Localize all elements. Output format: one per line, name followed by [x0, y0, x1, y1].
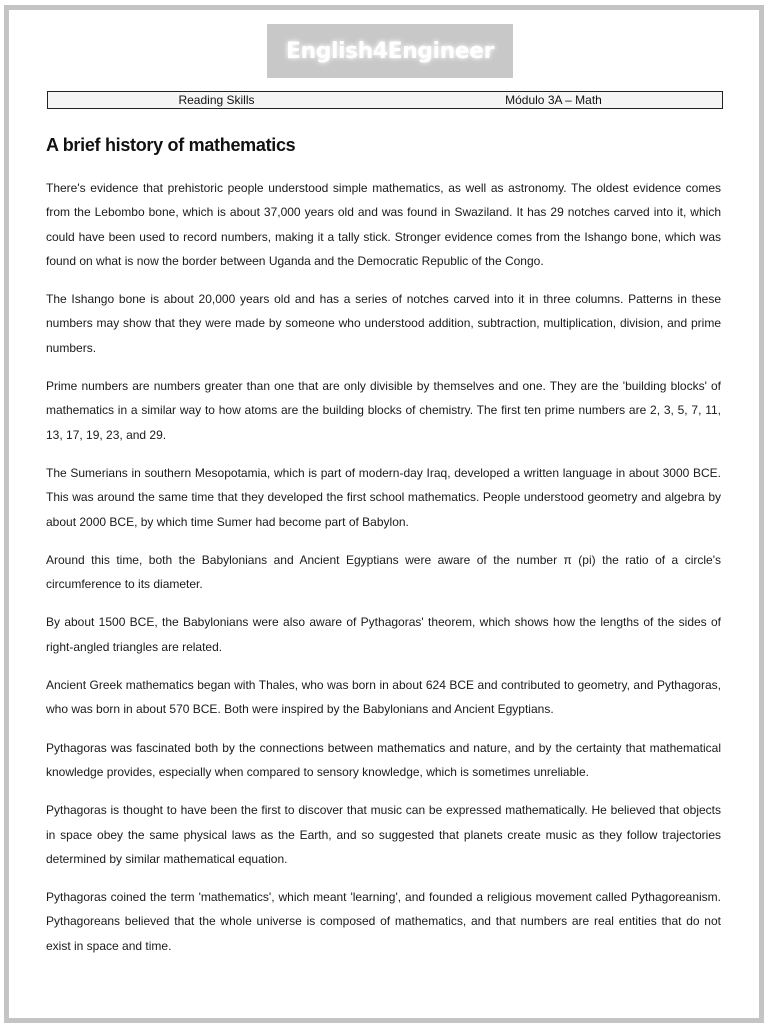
paragraph-8: Pythagoras was fascinated both by the connections between mathematics and nature, and by the certainty that mathematical knowledge provides, especially when compared to sensory knowledge, which is sometimes unreliable.: [46, 740, 721, 779]
paragraph-2: The Ishango bone is about 20,000 years old and has a series of notches carved into it in three columns. Patterns in these numbers may show that they were made by someone who understood addition, subtraction, multiplication, division, and prime numbers.: [46, 292, 721, 355]
document-title: A brief history of mathematics: [46, 135, 296, 155]
paragraph-5: Around this time, both the Babylonians and Ancient Egyptians were aware of the number π (pi) the ratio of a circle's circumference to its diameter.: [46, 552, 721, 592]
paragraph-9: Pythagoras is thought to have been the first to discover that music can be expressed mathematically. He believed that objects in space obey the same physical laws as the Earth, and so suggested that planets create music as they follow trajectories determined by similar mathematical equation.: [46, 803, 721, 866]
module-header-table: [47, 91, 723, 109]
paragraph-10: Pythagoras coined the term 'mathematics', which meant 'learning', and founded a religious movement called Pythagoreanism. Pythagoreans believed that the whole universe is composed of mathematics, and that numbers are real entities that do not exist in space and time.: [46, 890, 721, 953]
page-frame: [4, 5, 764, 1023]
paragraph-1: There's evidence that prehistoric people understood simple mathematics, as well as astronomy. The oldest evidence comes from the Lebombo bone, which is about 37,000 years old and was found in Swaziland. It has 29 notches carved into it, which could have been used to record numbers, making it a tally stick. Stronger evidence comes from the Ishango bone, which was found on what is now the border between Uganda and the Democratic Republic of the Congo.: [46, 181, 721, 268]
header-cell-module: Módulo 3A – Math: [505, 93, 602, 107]
logo-text: English4Engineer: [286, 38, 494, 64]
document-body: [46, 176, 721, 972]
paragraph-7: Ancient Greek mathematics began with Thales, who was born in about 624 BCE and contributed to geometry, and Pythagoras, who was born in about 570 BCE. Both were inspired by the Babylonians and Ancient Egyptians.: [46, 678, 721, 717]
paragraph-3: Prime numbers are numbers greater than one that are only divisible by themselves and one. They are the 'building blocks' of mathematics in a similar way to how atoms are the building blocks of chemistry. The first ten prime numbers are 2, 3, 5, 7, 11, 13, 17, 19, 23, and 29.: [46, 379, 721, 442]
paragraph-4: The Sumerians in southern Mesopotamia, which is part of modern-day Iraq, developed a written language in about 3000 BCE. This was around the same time that they developed the first school mathematics. People understood geometry and algebra by about 2000 BCE, by which time Sumer had become part of Babylon.: [46, 465, 721, 529]
paragraph-6: By about 1500 BCE, the Babylonians were also aware of Pythagoras' theorem, which shows how the lengths of the sides of right-angled triangles are related.: [46, 615, 721, 654]
header-cell-reading-skills: Reading Skills: [178, 93, 255, 107]
logo-banner: [267, 24, 513, 78]
